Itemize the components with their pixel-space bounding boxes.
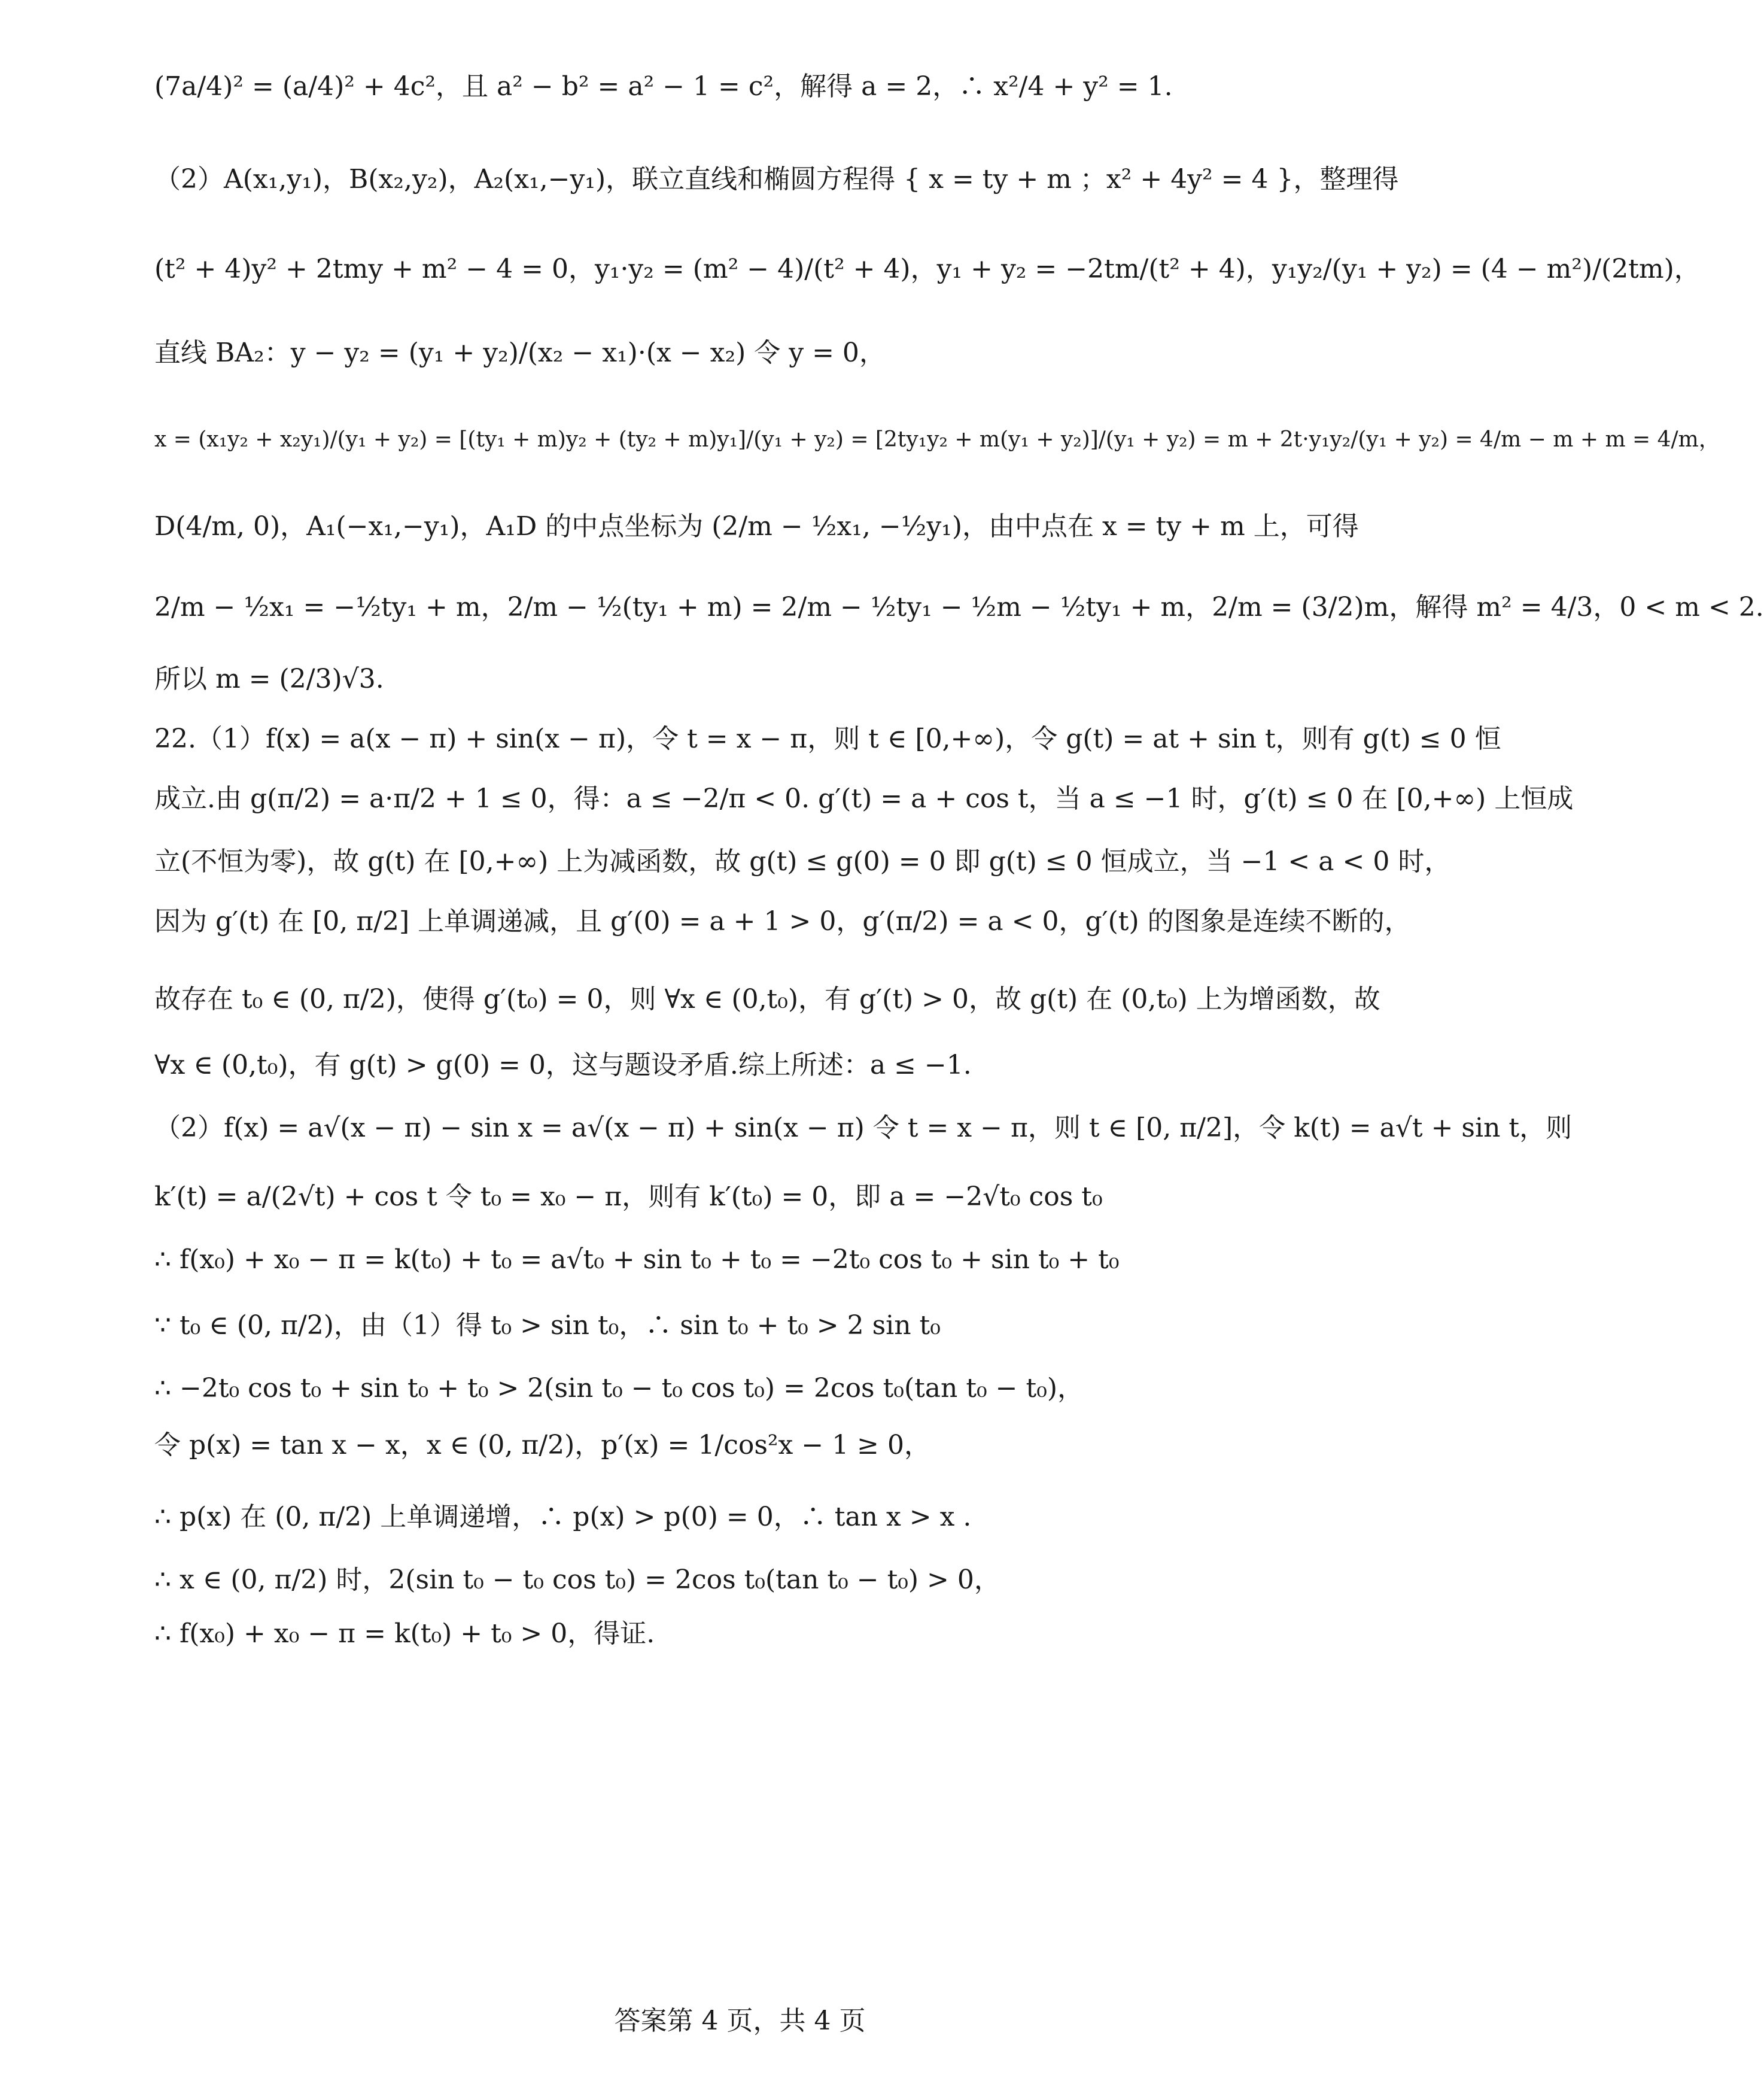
- text-line-20: 令 p(x) = tan x − x，x ∈ (0, π/2)，p′(x) = 1/cos²x − 1 ≥ 0，: [154, 1430, 931, 1460]
- text-line-15: （2）f(x) = a√(x − π) − sin x = a√(x − π) + sin(x − π) 令 t = x − π，则 t ∈ [0, π/2]，令 k(t) = a√t + sin t，则: [154, 1113, 1573, 1143]
- text-line-6: D(4/m, 0)，A₁(−x₁,−y₁)，A₁D 的中点坐标为 (2/m − ½x₁, −½y₁)，由中点在 x = ty + m 上，可得: [154, 511, 1359, 542]
- text-line-23: ∴ f(x₀) + x₀ − π = k(t₀) + t₀ > 0，得证.: [154, 1618, 655, 1649]
- page-footer: 答案第 4 页，共 4 页: [614, 2006, 866, 2036]
- text-line-8: 所以 m = (2/3)√3.: [154, 664, 384, 694]
- text-line-19: ∴ −2t₀ cos t₀ + sin t₀ + t₀ > 2(sin t₀ − t₀ cos t₀) = 2cos t₀(tan t₀ − t₀)，: [154, 1373, 1084, 1404]
- text-line-2: （2）A(x₁,y₁)，B(x₂,y₂)，A₂(x₁,−y₁)，联立直线和椭圆方程得 { x = ty + m ；x² + 4y² = 4 }，整理得: [154, 164, 1399, 195]
- text-line-12: 因为 g′(t) 在 [0, π/2] 上单调递减，且 g′(0) = a + 1 > 0，g′(π/2) = a < 0，g′(t) 的图象是连续不断的，: [154, 906, 1411, 937]
- text-line-16: k′(t) = a/(2√t) + cos t 令 t₀ = x₀ − π，则有 k′(t₀) = 0，即 a = −2√t₀ cos t₀: [154, 1181, 1103, 1212]
- text-line-18: ∵ t₀ ∈ (0, π/2)，由（1）得 t₀ > sin t₀，∴ sin t₀ + t₀ > 2 sin t₀: [154, 1310, 941, 1341]
- text-line-14: ∀x ∈ (0,t₀)，有 g(t) > g(0) = 0，这与题设矛盾.综上所述：a ≤ −1.: [154, 1050, 972, 1080]
- text-line-7: 2/m − ½x₁ = −½ty₁ + m，2/m − ½(ty₁ + m) = 2/m − ½ty₁ − ½m − ½ty₁ + m，2/m = (3/2)m，解得 m² = 4/3，0 < m < 2.: [154, 592, 1764, 622]
- text-line-13: 故存在 t₀ ∈ (0, π/2)，使得 g′(t₀) = 0，则 ∀x ∈ (0,t₀)，有 g′(t) > 0，故 g(t) 在 (0,t₀) 上为增函数，故: [154, 984, 1380, 1014]
- text-line-11: 立(不恒为零)，故 g(t) 在 [0,+∞) 上为减函数，故 g(t) ≤ g(0) = 0 即 g(t) ≤ 0 恒成立，当 −1 < a < 0 时，: [154, 846, 1451, 877]
- text-line-10: 成立.由 g(π/2) = a·π/2 + 1 ≤ 0，得：a ≤ −2/π < 0. g′(t) = a + cos t，当 a ≤ −1 时，g′(t) ≤ 0 在 [0,+∞) 上恒成: [154, 783, 1574, 814]
- text-line-3: (t² + 4)y² + 2tmy + m² − 4 = 0，y₁·y₂ = (m² − 4)/(t² + 4)，y₁ + y₂ = −2tm/(t² + 4)，y₁y₂/(y₁ + y₂) = (4 − m²)/(2tm)，: [154, 254, 1701, 284]
- text-line-9: 22.（1）f(x) = a(x − π) + sin(x − π)，令 t = x − π，则 t ∈ [0,+∞)，令 g(t) = at + sin t，则有 g(t) ≤ 0 恒: [154, 724, 1501, 754]
- text-line-4: 直线 BA₂：y − y₂ = (y₁ + y₂)/(x₂ − x₁)·(x − x₂) 令 y = 0，: [154, 338, 886, 368]
- text-line-21: ∴ p(x) 在 (0, π/2) 上单调递增，∴ p(x) > p(0) = 0，∴ tan x > x .: [154, 1502, 972, 1532]
- text-line-17: ∴ f(x₀) + x₀ − π = k(t₀) + t₀ = a√t₀ + sin t₀ + t₀ = −2t₀ cos t₀ + sin t₀ + t₀: [154, 1244, 1120, 1275]
- text-line-22: ∴ x ∈ (0, π/2) 时，2(sin t₀ − t₀ cos t₀) = 2cos t₀(tan t₀ − t₀) > 0，: [154, 1565, 1000, 1595]
- text-line-5: x = (x₁y₂ + x₂y₁)/(y₁ + y₂) = [(ty₁ + m)y₂ + (ty₂ + m)y₁]/(y₁ + y₂) = [2ty₁y₂ + m(y₁ + y₂)]/(y₁ + y₂) = m + 2t·y₁y₂/(y₁ + y₂) = 4/m − m + m = 4/m，: [154, 427, 1720, 452]
- text-line-1: (7a/4)² = (a/4)² + 4c²，且 a² − b² = a² − 1 = c²，解得 a = 2，∴ x²/4 + y² = 1.: [154, 71, 1173, 102]
